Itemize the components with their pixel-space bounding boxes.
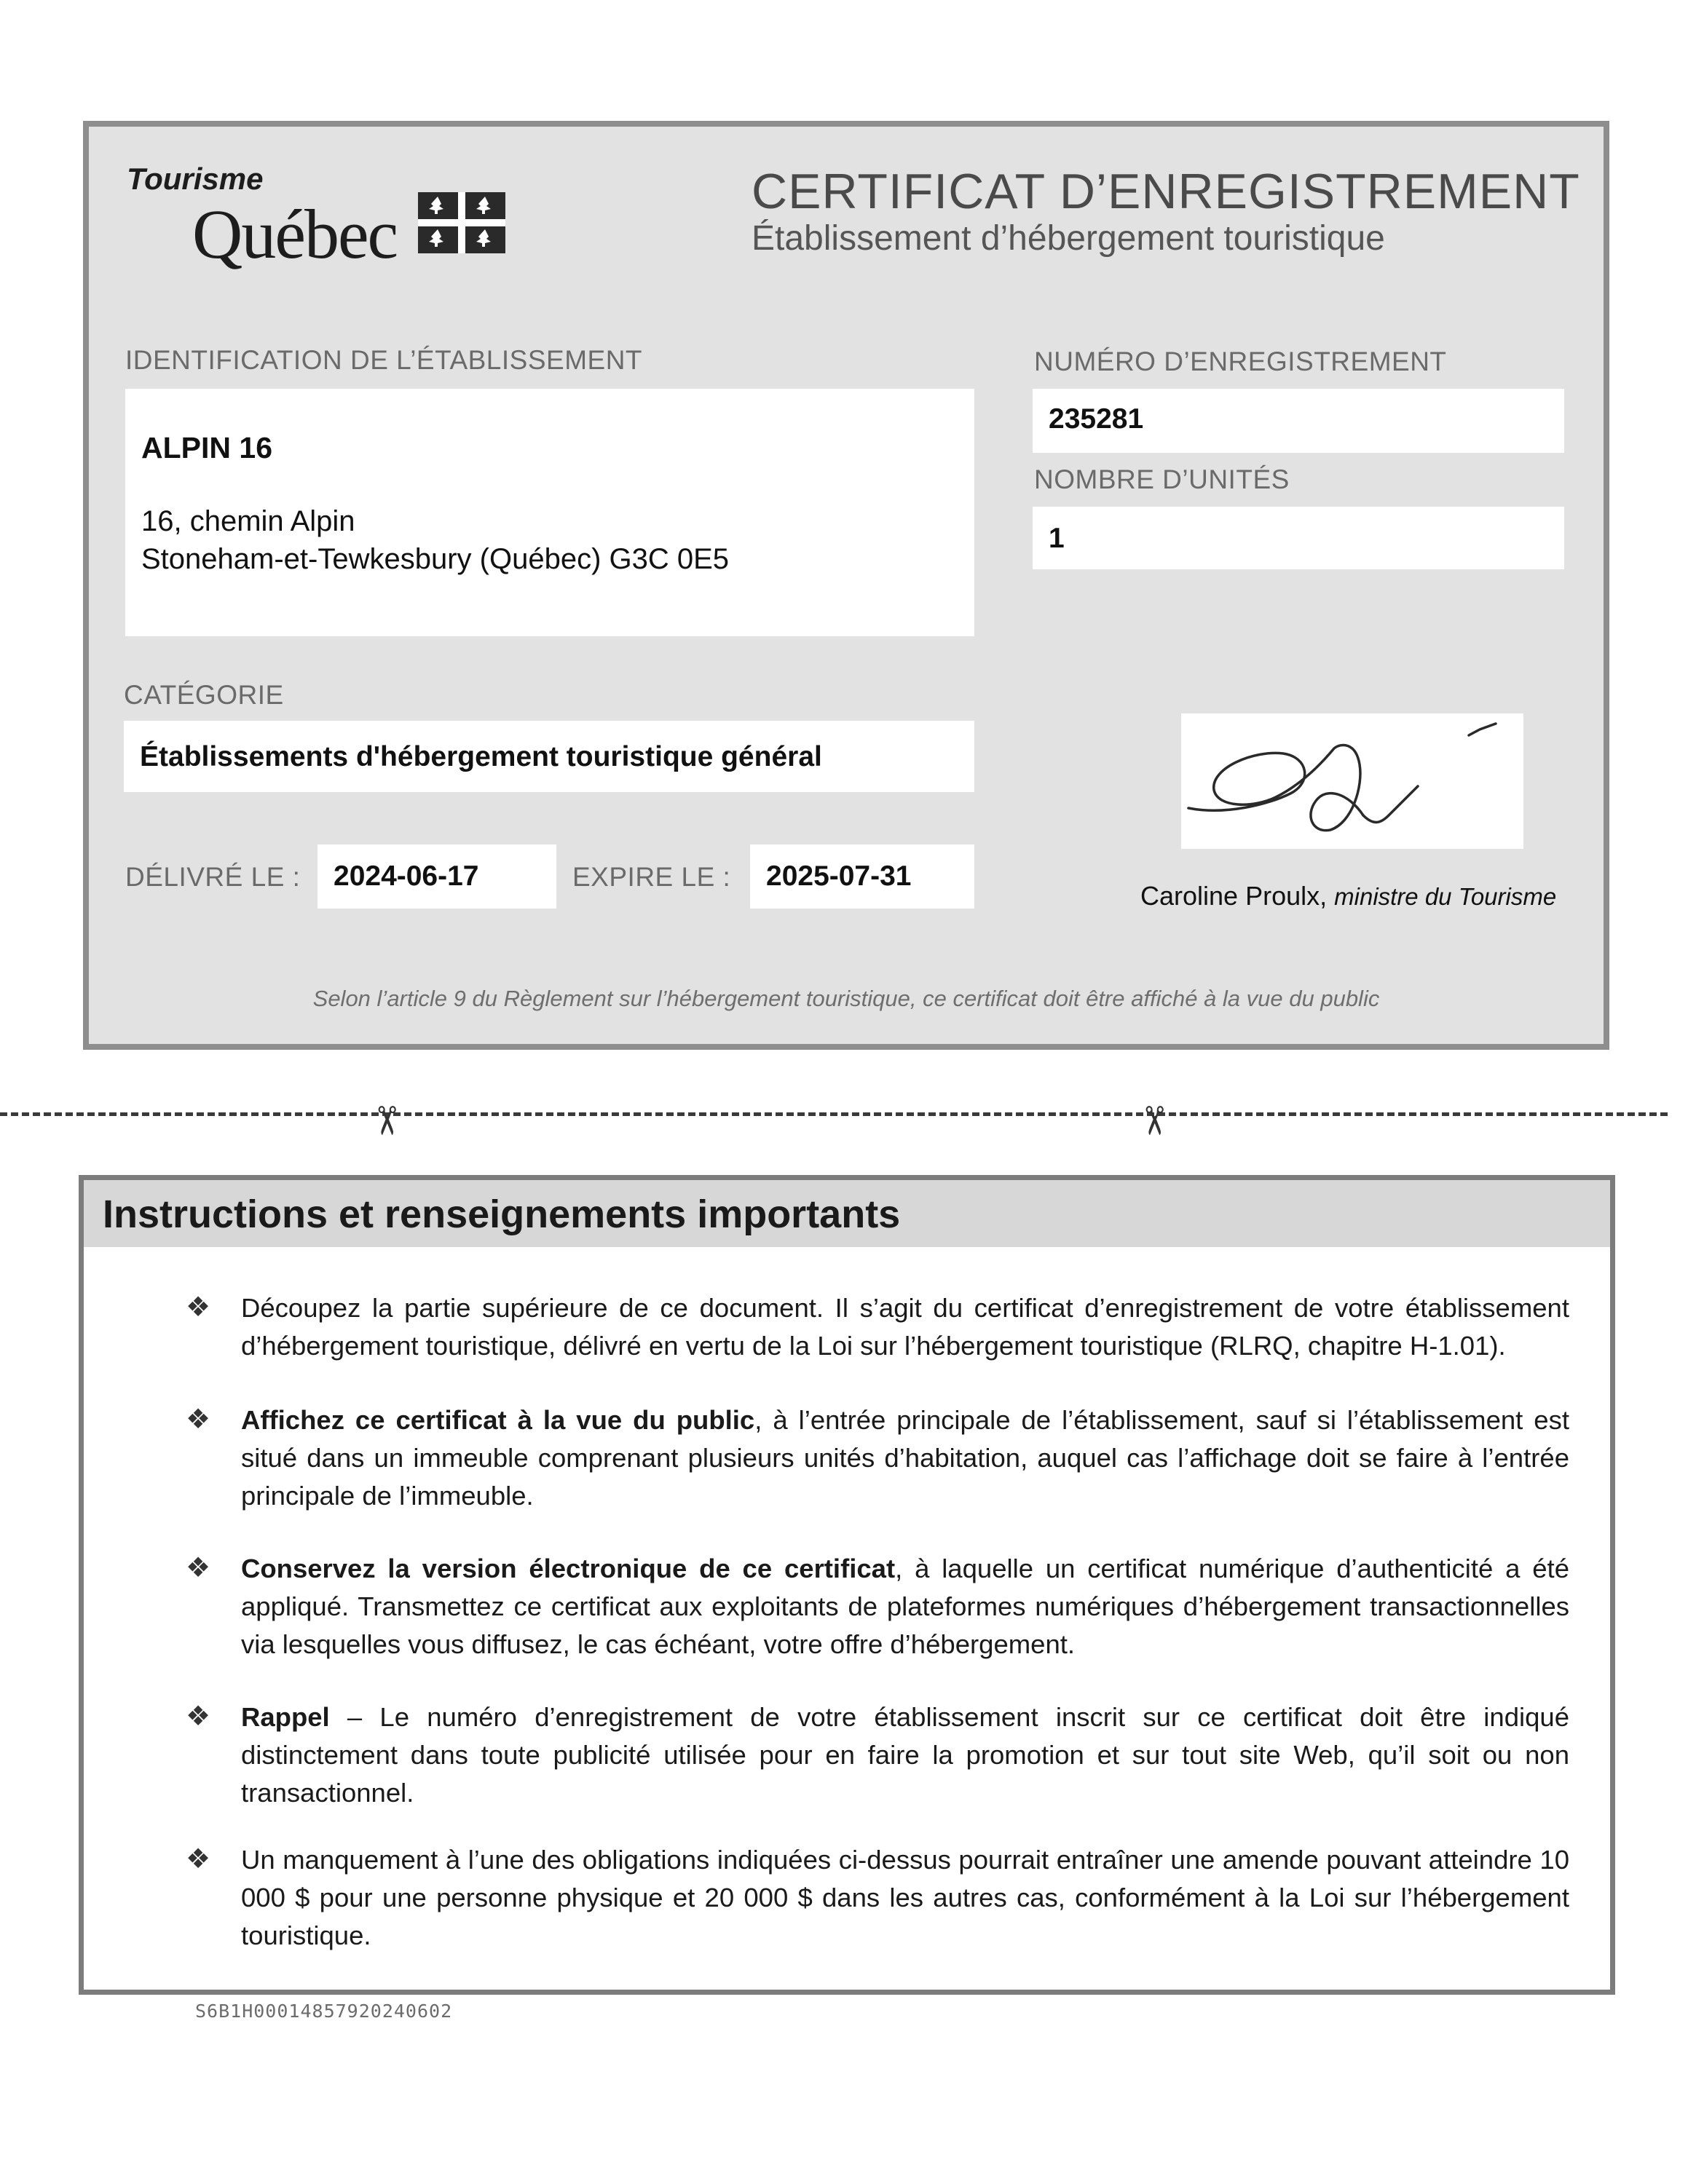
certificate-subtitle: Établissement d’hébergement touristique bbox=[752, 219, 1385, 258]
certificate-title: CERTIFICAT D’ENREGISTREMENT bbox=[752, 164, 1580, 219]
instruction-text: Un manquement à l’une des obligations indiquées ci-dessus pourrait entraîner une amende pouvant atteindre 10 000 $ pour une personne physique et 20 000 $ dans les autres cas, conformément à la Loi sur l’hébergement touristique. bbox=[241, 1845, 1569, 1950]
certificate-footnote: Selon l’article 9 du Règlement sur l’hébergement touristique, ce certificat doit être affiché à la vue du public bbox=[312, 986, 1380, 1011]
expires-label: EXPIRE LE : bbox=[572, 862, 731, 892]
instruction-text: Découpez la partie supérieure de ce document. Il s’agit du certificat d’enregistrement de votre établissement d’hébergement touristique, délivré en vertu de la Loi sur l’hébergement touristique (RLRQ, chapitre H-1.01). bbox=[241, 1293, 1569, 1361]
document-code: S6B1H00014857920240602 bbox=[195, 2001, 453, 2022]
diamond-bullet-icon: ❖ bbox=[186, 1844, 211, 1875]
category-box bbox=[124, 721, 974, 792]
registration-number-box bbox=[1033, 389, 1564, 453]
minister-signature bbox=[1181, 713, 1523, 849]
registration-number: 235281 bbox=[1049, 403, 1144, 435]
certificate-card bbox=[83, 121, 1609, 1050]
instructions-title: Instructions et renseignements importants bbox=[103, 1192, 901, 1236]
address-line-1: 16, chemin Alpin bbox=[141, 505, 355, 537]
minister-name: Caroline Proulx, bbox=[1140, 881, 1328, 911]
category-label: CATÉGORIE bbox=[124, 680, 284, 710]
expiry-date-box bbox=[750, 844, 974, 909]
scissors-icon: ✂ bbox=[364, 1104, 409, 1138]
scissors-icon: ✂ bbox=[1132, 1104, 1176, 1138]
units-label: NOMBRE D’UNITÉS bbox=[1034, 464, 1290, 494]
units-value: 1 bbox=[1049, 523, 1065, 554]
category-value: Établissements d'hébergement touristique général bbox=[140, 741, 822, 772]
instructions-panel bbox=[79, 1175, 1615, 1995]
address-line-2: Stoneham-et-Tewkesbury (Québec) G3C 0E5 bbox=[141, 543, 730, 575]
cut-line bbox=[0, 1112, 1668, 1116]
issued-date: 2024-06-17 bbox=[334, 860, 479, 892]
minister-signature-caption bbox=[1140, 881, 1556, 911]
identification-label: IDENTIFICATION DE L’ÉTABLISSEMENT bbox=[125, 345, 643, 375]
diamond-bullet-icon: ❖ bbox=[186, 1701, 211, 1732]
instruction-text: Rappel – Le numéro d’enregistrement de votre établissement inscrit sur ce certificat doit être indiqué distinctement dans toute publicité utilisée pour en faire la promotion et sur tout site Web, qu’il soit ou non transactionnel. bbox=[241, 1702, 1569, 1808]
units-box bbox=[1033, 507, 1564, 569]
diamond-bullet-icon: ❖ bbox=[186, 1553, 211, 1583]
establishment-name: ALPIN 16 bbox=[141, 431, 272, 464]
diamond-bullet-icon: ❖ bbox=[186, 1404, 211, 1435]
fleur-de-lis-flag-icon bbox=[418, 192, 505, 253]
identification-box bbox=[125, 389, 974, 636]
logo-tourisme-text: Tourisme bbox=[127, 162, 264, 196]
instruction-text: Conservez la version électronique de ce certificat, à laquelle un certificat numérique d’authenticité a été appliqué. Transmettez ce certificat aux exploitants de plateformes numériques d’hébergement transactionnelles via lesquelles vous diffusez, le cas échéant, votre offre d’hébergement. bbox=[241, 1554, 1569, 1659]
signature-box bbox=[1181, 713, 1523, 849]
instructions-header bbox=[84, 1180, 1610, 1247]
expiry-date: 2025-07-31 bbox=[766, 860, 912, 892]
diamond-bullet-icon: ❖ bbox=[186, 1292, 211, 1323]
issued-date-box bbox=[318, 844, 556, 909]
instruction-text: Affichez ce certificat à la vue du public, à l’entrée principale de l’établissement, sauf si l’établissement est situé dans un immeuble comprenant plusieurs unités d’habitation, auquel cas l’affichage doit se faire à l’entrée principale de l’immeuble. bbox=[241, 1405, 1569, 1511]
issued-label: DÉLIVRÉ LE : bbox=[125, 862, 301, 892]
logo-quebec-text: Québec bbox=[192, 195, 398, 273]
minister-title: ministre du Tourisme bbox=[1334, 883, 1557, 910]
registration-number-label: NUMÉRO D’ENREGISTREMENT bbox=[1034, 347, 1447, 376]
